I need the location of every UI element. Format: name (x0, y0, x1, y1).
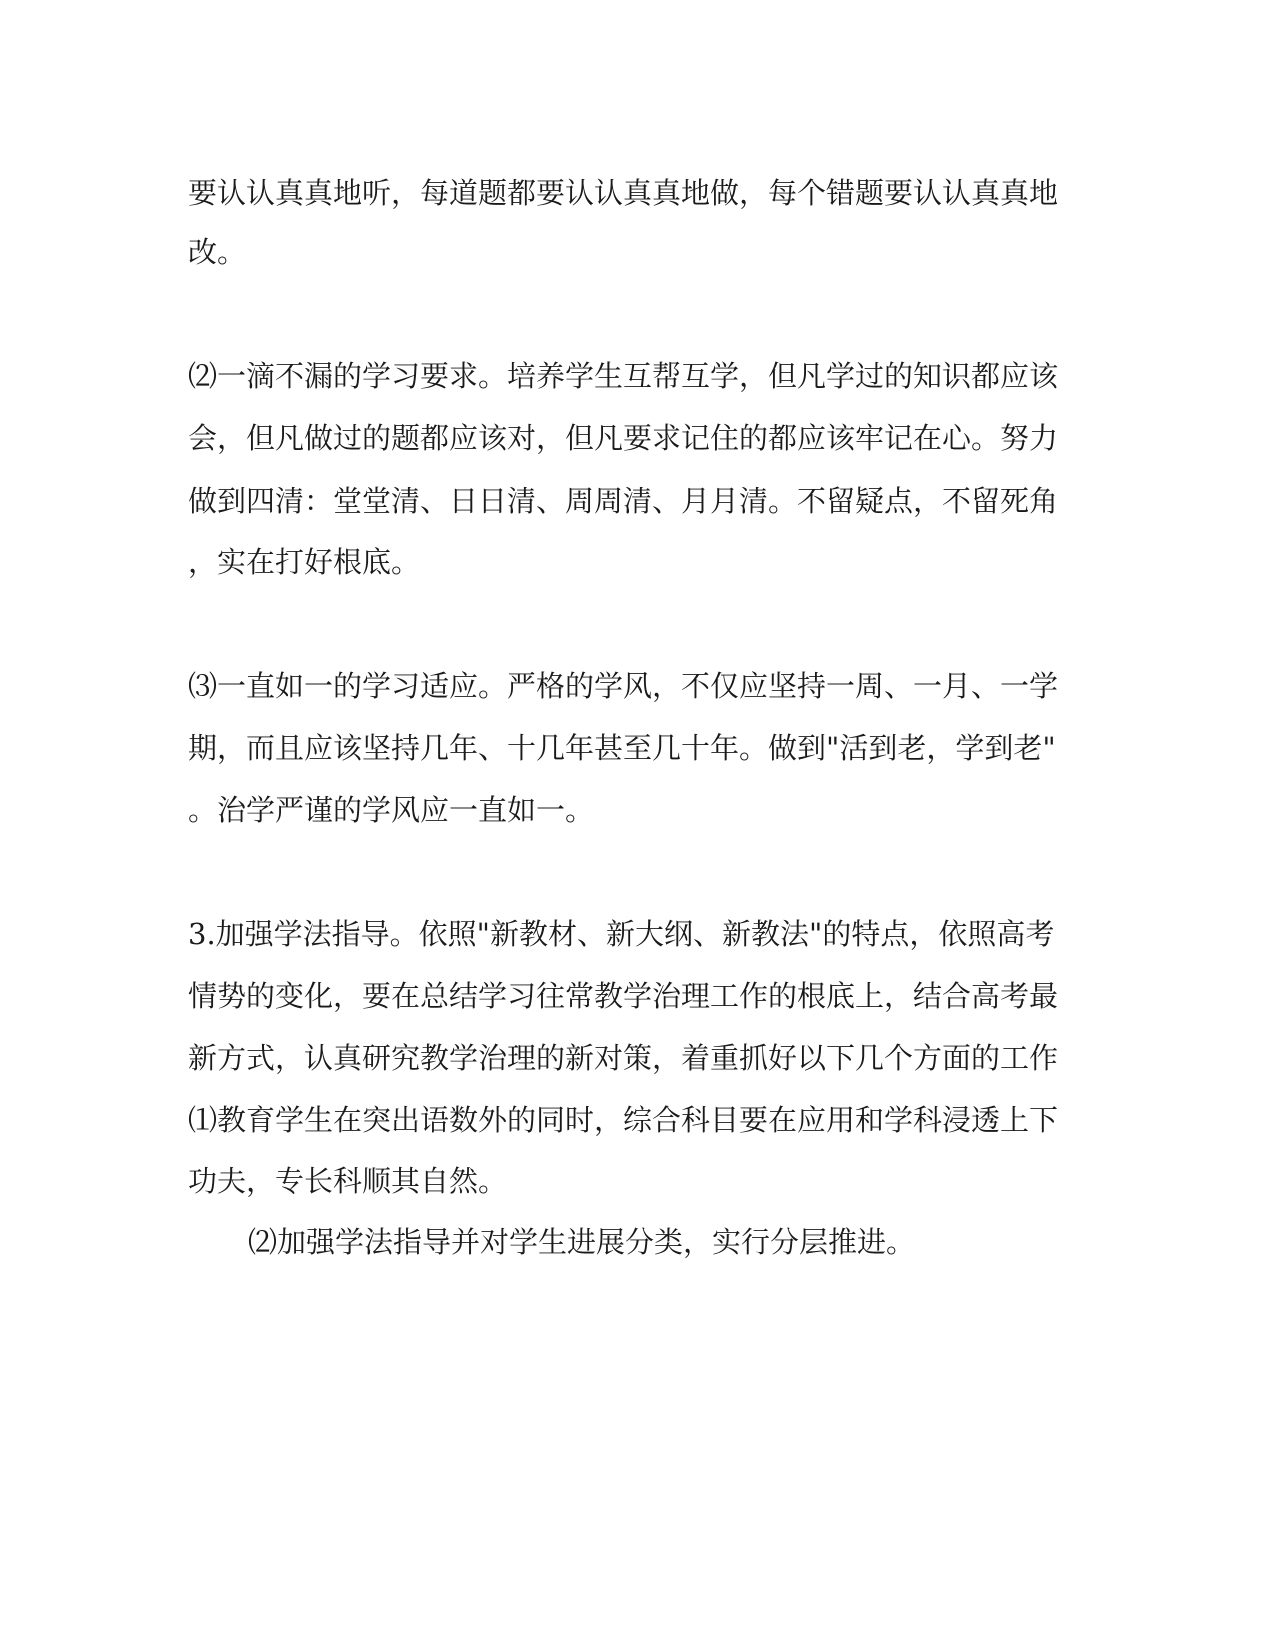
paragraph-line: 做到四清：堂堂清、日日清、周周清、月月清。不留疑点，不留死角 (188, 484, 1059, 518)
paragraph-line: 要认认真真地听，每道题都要认认真真地做，每个错题要认认真真地 (188, 176, 1059, 210)
paragraph-line: 功夫，专长科顺其自然。 (188, 1164, 508, 1198)
paragraph-line: ⑵一滴不漏的学习要求。培养学生互帮互学，但凡学过的知识都应该 (188, 359, 1059, 393)
paragraph-line: ⑶一直如一的学习适应。严格的学风，不仅应坚持一周、一月、一学 (188, 669, 1059, 703)
paragraph-line: ⑴教育学生在突出语数外的同时，综合科目要在应用和学科浸透上下 (188, 1103, 1059, 1137)
paragraph-line: 会，但凡做过的题都应该对，但凡要求记住的都应该牢记在心。努力 (188, 421, 1059, 455)
paragraph-line: 期，而且应该坚持几年、十几年甚至几十年。做到"活到老，学到老" (188, 731, 1056, 765)
paragraph-line: ，实在打好根底。 (188, 545, 421, 579)
paragraph-line: 改。 (188, 235, 247, 269)
paragraph-line: 新方式，认真研究教学治理的新对策，着重抓好以下几个方面的工作 (188, 1041, 1059, 1075)
paragraph-line: 情势的变化，要在总结学习往常教学治理工作的根底上，结合高考最 (188, 979, 1059, 1013)
paragraph-line: 3.加强学法指导。依照"新教材、新大纲、新教法"的特点，依照高考 (188, 917, 1055, 951)
paragraph-line: ⑵加强学法指导并对学生进展分类，实行分层推进。 (248, 1225, 916, 1259)
paragraph-line: 。治学严谨的学风应一直如一。 (188, 793, 595, 827)
